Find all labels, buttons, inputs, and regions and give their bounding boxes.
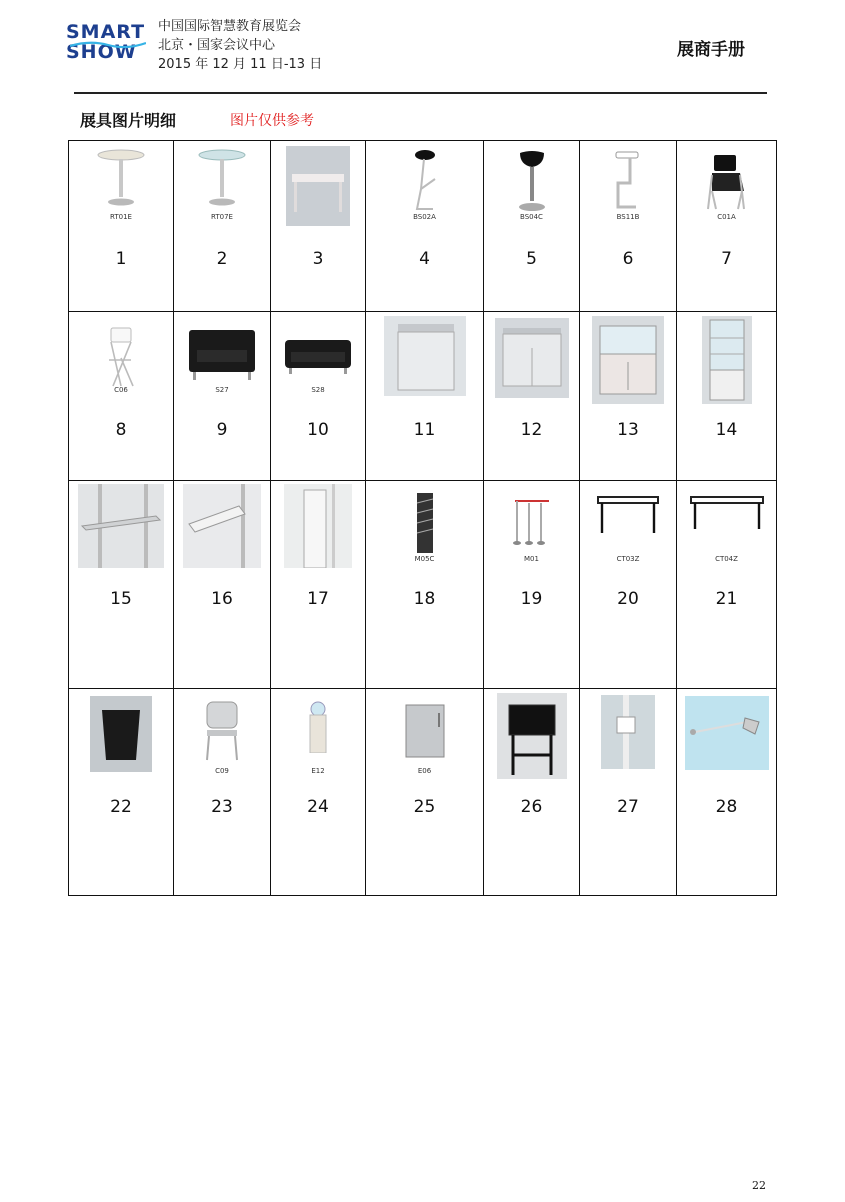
glass-square-table-icon <box>596 495 660 539</box>
furniture-item-21 <box>677 481 777 689</box>
item-number: 19 <box>520 589 543 609</box>
furniture-item-6 <box>580 141 677 312</box>
logo-swoosh-icon <box>70 40 146 50</box>
section-title: 展具图片明细 <box>80 111 177 130</box>
folding-chair-icon <box>101 326 141 392</box>
item-code: BS02A <box>413 213 436 221</box>
item-code: E06 <box>417 767 432 775</box>
item-code: BS04C <box>520 213 543 221</box>
furniture-item-19 <box>484 481 580 689</box>
furniture-item-4 <box>366 141 484 312</box>
item-number: 4 <box>419 249 430 269</box>
item-code: RT01E <box>110 213 132 221</box>
item-code: S27 <box>215 386 229 394</box>
furniture-item-27 <box>580 689 677 896</box>
section-note: 图片仅供参考 <box>230 113 314 129</box>
event-name: 中国国际智慧教育展览会 <box>158 19 302 34</box>
waste-bin-icon <box>90 696 152 776</box>
item-code: C01A <box>717 213 736 221</box>
furniture-item-10 <box>271 312 366 481</box>
item-number: 17 <box>307 589 329 609</box>
power-socket-icon <box>601 695 655 773</box>
item-code: M01 <box>524 555 539 563</box>
furniture-item-24 <box>271 689 366 896</box>
literature-rack-icon <box>413 491 437 561</box>
furniture-item-9 <box>174 312 271 481</box>
refrigerator-icon <box>402 703 448 763</box>
item-number: 9 <box>216 420 228 440</box>
manual-title: 展商手册 <box>677 40 745 60</box>
furniture-item-18 <box>366 481 484 689</box>
logo-text-line2: SHOW <box>66 41 137 63</box>
page-number: 22 <box>752 1179 766 1192</box>
item-code: E12 <box>311 767 325 775</box>
item-number: 28 <box>715 797 738 817</box>
round-table-icon <box>96 148 146 214</box>
item-number: 21 <box>715 589 738 609</box>
glass-rect-table-icon <box>689 495 765 535</box>
item-number: 3 <box>312 249 324 269</box>
smart-show-logo <box>66 22 148 78</box>
bar-stool-icon <box>407 149 443 219</box>
black-chair-icon <box>704 153 750 217</box>
item-number: 18 <box>413 589 436 609</box>
single-sofa-icon <box>187 326 257 388</box>
item-code: M05C <box>414 555 435 563</box>
item-number: 1 <box>115 249 127 269</box>
door-panel-icon <box>284 484 352 572</box>
furniture-item-7 <box>677 141 777 312</box>
item-number: 2 <box>216 249 228 269</box>
item-code: CT03Z <box>616 555 640 563</box>
furniture-item-12 <box>484 312 580 481</box>
tall-showcase-icon <box>702 316 752 408</box>
furniture-item-25 <box>366 689 484 896</box>
item-number: 12 <box>520 420 543 440</box>
item-number: 25 <box>413 797 436 817</box>
furniture-item-14 <box>677 312 777 481</box>
logo-text-line1: SMART <box>66 21 146 43</box>
furniture-item-13 <box>580 312 677 481</box>
item-number: 11 <box>413 420 436 440</box>
furniture-item-3 <box>271 141 366 312</box>
glass-round-table-icon <box>197 148 247 214</box>
furniture-item-16 <box>174 481 271 689</box>
item-number: 27 <box>617 797 639 817</box>
item-number: 20 <box>617 589 639 609</box>
item-number: 13 <box>617 420 639 440</box>
cabinet-icon <box>495 318 569 402</box>
item-number: 16 <box>211 589 233 609</box>
low-showcase-icon <box>592 316 664 408</box>
item-code: C06 <box>114 386 128 394</box>
slanted-shelf-icon <box>183 484 261 572</box>
furniture-item-20 <box>580 481 677 689</box>
item-number: 10 <box>307 420 329 440</box>
furniture-item-2 <box>174 141 271 312</box>
water-dispenser-icon <box>306 701 330 757</box>
item-number: 26 <box>520 797 543 817</box>
square-table-icon <box>286 146 350 230</box>
furniture-item-26 <box>484 689 580 896</box>
spotlight-icon <box>685 696 769 774</box>
item-code: S28 <box>311 386 325 394</box>
item-code: BS11B <box>616 213 640 221</box>
item-number: 5 <box>526 249 537 269</box>
flat-shelf-icon <box>78 484 164 572</box>
item-code: RT07E <box>211 213 233 221</box>
furniture-item-28 <box>677 689 777 896</box>
furniture-item-17 <box>271 481 366 689</box>
item-number: 24 <box>307 797 329 817</box>
item-number: 14 <box>715 420 738 440</box>
furniture-item-11 <box>366 312 484 481</box>
furniture-item-15 <box>69 481 174 689</box>
item-number: 22 <box>110 797 132 817</box>
black-bar-stool-icon <box>514 149 550 219</box>
furniture-item-8 <box>69 312 174 481</box>
double-sofa-icon <box>283 336 353 382</box>
furniture-item-5 <box>484 141 580 312</box>
furniture-item-1 <box>69 141 174 312</box>
event-dates: 2015 年 12 月 11 日-13 日 <box>158 57 323 72</box>
item-number: 8 <box>115 420 127 440</box>
item-number: 7 <box>721 249 732 269</box>
aluminum-chair-icon <box>199 700 245 766</box>
item-number: 6 <box>622 249 634 269</box>
counter-icon <box>384 316 466 400</box>
item-code: C09 <box>215 767 229 775</box>
furniture-item-22 <box>69 689 174 896</box>
furniture-item-23 <box>174 689 271 896</box>
event-venue: 北京・国家会议中心 <box>158 38 276 53</box>
item-number: 23 <box>211 797 233 817</box>
item-number: 15 <box>110 589 132 609</box>
header-divider <box>74 92 767 94</box>
stanchion-icon <box>509 493 555 551</box>
furniture-grid <box>68 140 777 896</box>
event-info <box>158 17 322 74</box>
tv-stand-icon <box>497 693 567 783</box>
item-code: CT04Z <box>715 555 738 563</box>
z-bar-stool-icon <box>610 149 646 219</box>
